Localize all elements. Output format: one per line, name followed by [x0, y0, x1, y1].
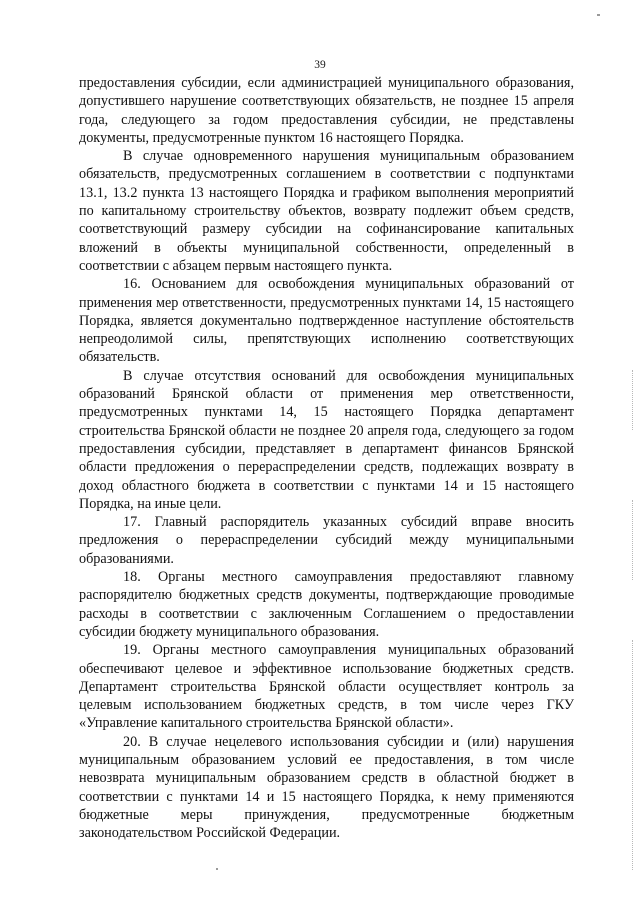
paragraph-no-grounds: В случае отсутствия оснований для освобождения муниципальных образований Брянской области от применения мер ответственности, предусмотренных пунктами 14, 15 настоящего Порядка департамент строительства Брянской области не позднее 20 апреля года, следующего за годом предоставления субсидии, представляет в департамент финансов Брянской области предложения о перераспределении средств, подлежащих возврату в доход областного бюджета в соответствии с пунктами 14 и 15 настоящего Порядка, на иные цели.: [79, 367, 574, 512]
scan-mark-bottom-center: [216, 868, 218, 870]
scan-edge-dots-upper: [632, 370, 634, 430]
document-body: [79, 74, 574, 842]
paragraph-16: 16. Основанием для освобождения муниципальных образований от применения мер ответственности, предусмотренных пунктами 14, 15 настоящего Порядка, является документально подтвержденное наступление обстоятельств непреодолимой силы, препятствующих исполнению соответствующих обязательств.: [79, 276, 574, 366]
paragraph-20: 20. В случае нецелевого использования субсидии и (или) нарушения муниципальным образованием условий ее предоставления, в том числе невозврата муниципальным образованием средств в областной бюджет в соответствии с пунктами 14 и 15 настоящего Порядка, к нему применяются бюджетные меры принуждения, предусмотренные бюджетным законодательством Российской Федерации.: [79, 733, 574, 842]
paragraph-18: 18. Органы местного самоуправления предоставляют главному распорядителю бюджетных средств документы, подтверждающие проводимые расходы в соответствии с заключенным Соглашением о предоставлении субсидии бюджету муниципального образования.: [79, 569, 574, 640]
scan-mark-top-right: [597, 14, 600, 16]
paragraph-17: 17. Главный распорядитель указанных субсидий вправе вносить предложения о перераспределении субсидий между муниципальными образованиями.: [79, 514, 574, 567]
scan-edge-dots-middle: [632, 500, 634, 580]
paragraph-simultaneous-violation: В случае одновременного нарушения муниципальным образованием обязательств, предусмотренных соглашением в соответствии с подпунктами 13.1, 13.2 пункта 13 настоящего Порядка и графиком выполнения мероприятий по капитальному строительству объектов, возврату подлежит объем средств, соответствующий размеру субсидии на софинансирование капитальных вложений в объекты муниципальной собственности, определенный в соответствии с абзацем первым настоящего пункта.: [79, 148, 574, 274]
page-number: 39: [314, 59, 326, 71]
scan-edge-dots-lower: [632, 640, 634, 870]
paragraph-19: 19. Органы местного самоуправления муниципальных образований обеспечивают целевое и эффективное использование бюджетных средств. Департамент строительства Брянской области осуществляет контроль за целевым использованием бюджетных средств, в том числе через ГКУ «Управление капитального строительства Брянской области».: [79, 642, 574, 732]
paragraph-continuation: предоставления субсидии, если администрацией муниципального образования, допустившего нарушение соответствующих обязательств, не позднее 15 апреля года, следующего за годом предоставления субсидии, не представлены документы, предусмотренные пунктом 16 настоящего Порядка.: [79, 75, 574, 146]
